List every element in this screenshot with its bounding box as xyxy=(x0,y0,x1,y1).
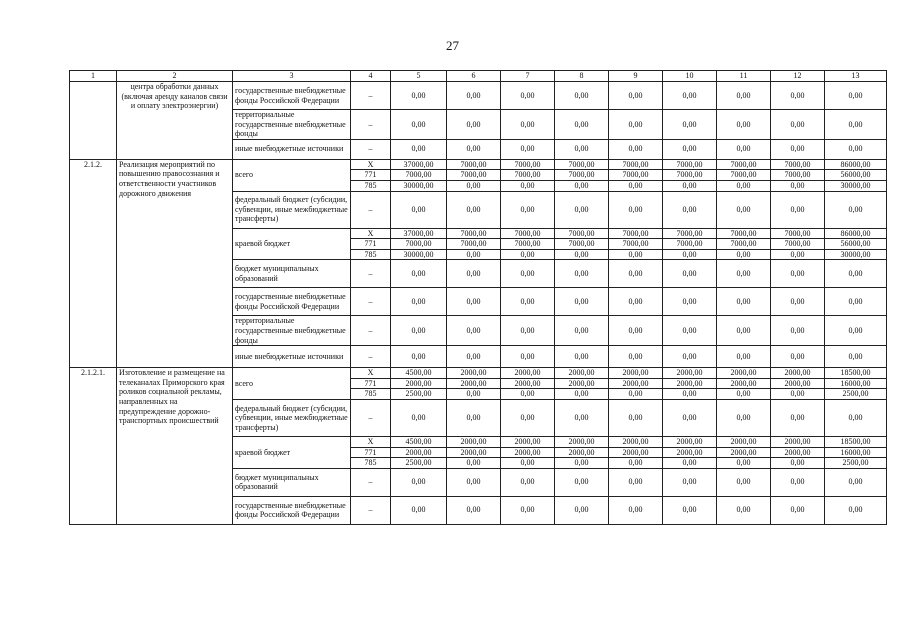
budget-code: 771 xyxy=(351,170,391,181)
column-number: 1 xyxy=(70,71,117,82)
budget-code: – xyxy=(351,288,391,316)
amount-cell: 0,00 xyxy=(771,82,825,110)
amount-cell: 2000,00 xyxy=(717,447,771,458)
amount-cell: 0,00 xyxy=(555,110,609,140)
amount-cell: 2000,00 xyxy=(771,368,825,379)
column-number: 8 xyxy=(555,71,609,82)
amount-cell: 0,00 xyxy=(501,346,555,368)
amount-cell: 0,00 xyxy=(609,139,663,159)
amount-cell: 0,00 xyxy=(825,468,887,496)
row-number: 2.1.2. xyxy=(70,159,117,367)
amount-cell: 0,00 xyxy=(391,346,447,368)
amount-cell: 0,00 xyxy=(717,260,771,288)
amount-cell: 2000,00 xyxy=(501,368,555,379)
amount-cell: 0,00 xyxy=(663,82,717,110)
amount-cell: 2000,00 xyxy=(663,436,717,447)
amount-cell: 0,00 xyxy=(447,346,501,368)
amount-cell: 0,00 xyxy=(663,110,717,140)
amount-cell: 16000,00 xyxy=(825,447,887,458)
amount-cell: 0,00 xyxy=(609,110,663,140)
amount-cell: 0,00 xyxy=(771,346,825,368)
amount-cell: 0,00 xyxy=(609,389,663,400)
amount-cell: 0,00 xyxy=(771,191,825,228)
amount-cell: 2000,00 xyxy=(771,447,825,458)
amount-cell: 0,00 xyxy=(771,468,825,496)
amount-cell: 0,00 xyxy=(771,249,825,260)
amount-cell: 0,00 xyxy=(825,139,887,159)
amount-cell: 2000,00 xyxy=(391,447,447,458)
budget-code: – xyxy=(351,316,391,346)
page-number: 27 xyxy=(446,38,459,53)
amount-cell: 0,00 xyxy=(825,399,887,436)
amount-cell: 0,00 xyxy=(447,82,501,110)
amount-cell: 86000,00 xyxy=(825,228,887,239)
amount-cell: 0,00 xyxy=(771,288,825,316)
funding-source: иные внебюджетные источники xyxy=(233,346,351,368)
amount-cell: 7000,00 xyxy=(717,159,771,170)
column-number: 12 xyxy=(771,71,825,82)
amount-cell: 0,00 xyxy=(609,180,663,191)
funding-source: территориальные государственные внебюджетные фонды xyxy=(233,110,351,140)
amount-cell: 0,00 xyxy=(717,389,771,400)
budget-code: 785 xyxy=(351,458,391,469)
amount-cell: 7000,00 xyxy=(501,228,555,239)
amount-cell: 0,00 xyxy=(825,288,887,316)
amount-cell: 0,00 xyxy=(447,316,501,346)
amount-cell: 2000,00 xyxy=(391,378,447,389)
amount-cell: 0,00 xyxy=(717,496,771,524)
amount-cell: 0,00 xyxy=(501,82,555,110)
funding-source: краевой бюджет xyxy=(233,436,351,468)
amount-cell: 0,00 xyxy=(555,82,609,110)
amount-cell: 7000,00 xyxy=(663,159,717,170)
funding-source: государственные внебюджетные фонды Российской Федерации xyxy=(233,82,351,110)
budget-code: 771 xyxy=(351,378,391,389)
amount-cell: 0,00 xyxy=(555,399,609,436)
amount-cell: 0,00 xyxy=(447,458,501,469)
amount-cell: 2500,00 xyxy=(391,389,447,400)
amount-cell: 2500,00 xyxy=(825,389,887,400)
amount-cell: 2500,00 xyxy=(391,458,447,469)
amount-cell: 0,00 xyxy=(447,260,501,288)
measure-name: Реализация мероприятий по повышению правосознания и ответственности участников дорожного движения xyxy=(117,159,233,367)
amount-cell: 7000,00 xyxy=(501,170,555,181)
funding-source: государственные внебюджетные фонды Российской Федерации xyxy=(233,288,351,316)
column-number: 4 xyxy=(351,71,391,82)
amount-cell: 0,00 xyxy=(717,458,771,469)
amount-cell: 0,00 xyxy=(663,139,717,159)
amount-cell: 0,00 xyxy=(609,288,663,316)
amount-cell: 0,00 xyxy=(447,191,501,228)
amount-cell: 2000,00 xyxy=(447,368,501,379)
amount-cell: 0,00 xyxy=(717,249,771,260)
amount-cell: 2000,00 xyxy=(501,436,555,447)
budget-code: – xyxy=(351,399,391,436)
funding-source: бюджет муниципальных образований xyxy=(233,260,351,288)
budget-code: – xyxy=(351,191,391,228)
amount-cell: 37000,00 xyxy=(391,159,447,170)
amount-cell: 2000,00 xyxy=(555,436,609,447)
column-number: 11 xyxy=(717,71,771,82)
table-row xyxy=(70,82,887,110)
amount-cell: 7000,00 xyxy=(501,239,555,250)
amount-cell: 4500,00 xyxy=(391,436,447,447)
amount-cell: 0,00 xyxy=(609,458,663,469)
amount-cell: 2000,00 xyxy=(501,378,555,389)
amount-cell: 2000,00 xyxy=(717,378,771,389)
amount-cell: 0,00 xyxy=(391,288,447,316)
amount-cell: 0,00 xyxy=(609,82,663,110)
funding-source: федеральный бюджет (субсидии, субвенции, иные межбюджетные трансферты) xyxy=(233,399,351,436)
amount-cell: 0,00 xyxy=(555,139,609,159)
amount-cell: 0,00 xyxy=(501,110,555,140)
amount-cell: 7000,00 xyxy=(447,228,501,239)
amount-cell: 0,00 xyxy=(555,260,609,288)
funding-source: всего xyxy=(233,368,351,400)
amount-cell: 0,00 xyxy=(771,110,825,140)
amount-cell: 0,00 xyxy=(391,260,447,288)
amount-cell: 0,00 xyxy=(609,191,663,228)
budget-code: – xyxy=(351,82,391,110)
budget-code: X xyxy=(351,436,391,447)
amount-cell: 7000,00 xyxy=(555,239,609,250)
amount-cell: 0,00 xyxy=(825,110,887,140)
amount-cell: 0,00 xyxy=(447,180,501,191)
budget-code: 771 xyxy=(351,239,391,250)
amount-cell: 56000,00 xyxy=(825,170,887,181)
amount-cell: 0,00 xyxy=(391,191,447,228)
amount-cell: 0,00 xyxy=(447,110,501,140)
amount-cell: 30000,00 xyxy=(825,249,887,260)
amount-cell: 0,00 xyxy=(501,399,555,436)
amount-cell: 86000,00 xyxy=(825,159,887,170)
amount-cell: 0,00 xyxy=(501,249,555,260)
amount-cell: 0,00 xyxy=(609,496,663,524)
budget-code: 785 xyxy=(351,249,391,260)
amount-cell: 7000,00 xyxy=(555,170,609,181)
funding-source: краевой бюджет xyxy=(233,228,351,260)
amount-cell: 0,00 xyxy=(717,316,771,346)
amount-cell: 0,00 xyxy=(391,468,447,496)
amount-cell: 0,00 xyxy=(717,82,771,110)
amount-cell: 0,00 xyxy=(717,288,771,316)
amount-cell: 0,00 xyxy=(825,346,887,368)
amount-cell: 0,00 xyxy=(717,110,771,140)
amount-cell: 7000,00 xyxy=(717,239,771,250)
amount-cell: 7000,00 xyxy=(609,239,663,250)
amount-cell: 0,00 xyxy=(501,180,555,191)
budget-code: – xyxy=(351,346,391,368)
amount-cell: 0,00 xyxy=(663,458,717,469)
amount-cell: 0,00 xyxy=(555,180,609,191)
amount-cell: 0,00 xyxy=(447,139,501,159)
amount-cell: 0,00 xyxy=(555,496,609,524)
amount-cell: 7000,00 xyxy=(555,228,609,239)
amount-cell: 2000,00 xyxy=(663,447,717,458)
amount-cell: 0,00 xyxy=(825,496,887,524)
funding-source: государственные внебюджетные фонды Российской Федерации xyxy=(233,496,351,524)
amount-cell: 0,00 xyxy=(555,316,609,346)
amount-cell: 0,00 xyxy=(501,139,555,159)
amount-cell: 0,00 xyxy=(663,316,717,346)
budget-code: X xyxy=(351,159,391,170)
budget-code: 785 xyxy=(351,389,391,400)
amount-cell: 0,00 xyxy=(825,82,887,110)
funding-source: федеральный бюджет (субсидии, субвенции, иные межбюджетные трансферты) xyxy=(233,191,351,228)
column-number: 3 xyxy=(233,71,351,82)
amount-cell: 0,00 xyxy=(609,249,663,260)
budget-code: X xyxy=(351,368,391,379)
amount-cell: 0,00 xyxy=(825,260,887,288)
amount-cell: 0,00 xyxy=(501,496,555,524)
amount-cell: 0,00 xyxy=(391,399,447,436)
amount-cell: 0,00 xyxy=(447,468,501,496)
amount-cell: 2000,00 xyxy=(501,447,555,458)
budget-code: – xyxy=(351,496,391,524)
amount-cell: 2000,00 xyxy=(447,447,501,458)
budget-code: 785 xyxy=(351,180,391,191)
row-number: 2.1.2.1. xyxy=(70,368,117,525)
amount-cell: 0,00 xyxy=(663,346,717,368)
amount-cell: 0,00 xyxy=(771,316,825,346)
amount-cell: 0,00 xyxy=(555,468,609,496)
budget-code: – xyxy=(351,468,391,496)
column-number: 10 xyxy=(663,71,717,82)
amount-cell: 2000,00 xyxy=(663,378,717,389)
funding-source: иные внебюджетные источники xyxy=(233,139,351,159)
amount-cell: 56000,00 xyxy=(825,239,887,250)
amount-cell: 7000,00 xyxy=(717,170,771,181)
amount-cell: 7000,00 xyxy=(609,170,663,181)
row-number xyxy=(70,82,117,160)
amount-cell: 0,00 xyxy=(663,496,717,524)
amount-cell: 0,00 xyxy=(609,346,663,368)
amount-cell: 0,00 xyxy=(717,139,771,159)
amount-cell: 0,00 xyxy=(391,496,447,524)
amount-cell: 0,00 xyxy=(391,316,447,346)
amount-cell: 7000,00 xyxy=(447,239,501,250)
amount-cell: 7000,00 xyxy=(771,170,825,181)
amount-cell: 0,00 xyxy=(555,458,609,469)
amount-cell: 18500,00 xyxy=(825,368,887,379)
column-number: 2 xyxy=(117,71,233,82)
amount-cell: 0,00 xyxy=(609,260,663,288)
amount-cell: 0,00 xyxy=(663,399,717,436)
amount-cell: 0,00 xyxy=(391,110,447,140)
column-number: 6 xyxy=(447,71,501,82)
amount-cell: 7000,00 xyxy=(555,159,609,170)
amount-cell: 0,00 xyxy=(771,458,825,469)
amount-cell: 0,00 xyxy=(391,139,447,159)
amount-cell: 2000,00 xyxy=(771,436,825,447)
amount-cell: 7000,00 xyxy=(609,228,663,239)
amount-cell: 0,00 xyxy=(717,468,771,496)
amount-cell: 7000,00 xyxy=(609,159,663,170)
amount-cell: 2000,00 xyxy=(717,368,771,379)
amount-cell: 0,00 xyxy=(717,399,771,436)
amount-cell: 0,00 xyxy=(447,249,501,260)
amount-cell: 2000,00 xyxy=(555,378,609,389)
amount-cell: 0,00 xyxy=(447,399,501,436)
budget-code: X xyxy=(351,228,391,239)
amount-cell: 0,00 xyxy=(771,389,825,400)
amount-cell: 7000,00 xyxy=(391,239,447,250)
amount-cell: 7000,00 xyxy=(447,170,501,181)
funding-source: всего xyxy=(233,159,351,191)
amount-cell: 0,00 xyxy=(717,191,771,228)
amount-cell: 2000,00 xyxy=(609,378,663,389)
amount-cell: 0,00 xyxy=(609,316,663,346)
amount-cell: 7000,00 xyxy=(447,159,501,170)
budget-code: – xyxy=(351,260,391,288)
amount-cell: 0,00 xyxy=(771,260,825,288)
column-number: 7 xyxy=(501,71,555,82)
amount-cell: 30000,00 xyxy=(391,180,447,191)
amount-cell: 0,00 xyxy=(663,260,717,288)
amount-cell: 2000,00 xyxy=(555,368,609,379)
amount-cell: 2000,00 xyxy=(663,368,717,379)
column-number: 5 xyxy=(391,71,447,82)
amount-cell: 37000,00 xyxy=(391,228,447,239)
amount-cell: 0,00 xyxy=(501,389,555,400)
budget-code: – xyxy=(351,139,391,159)
amount-cell: 7000,00 xyxy=(663,170,717,181)
amount-cell: 2000,00 xyxy=(609,436,663,447)
amount-cell: 0,00 xyxy=(501,458,555,469)
amount-cell: 4500,00 xyxy=(391,368,447,379)
amount-cell: 0,00 xyxy=(447,288,501,316)
amount-cell: 0,00 xyxy=(501,191,555,228)
amount-cell: 2000,00 xyxy=(447,436,501,447)
amount-cell: 0,00 xyxy=(771,180,825,191)
amount-cell: 7000,00 xyxy=(663,239,717,250)
amount-cell: 0,00 xyxy=(663,468,717,496)
amount-cell: 0,00 xyxy=(663,288,717,316)
amount-cell: 0,00 xyxy=(501,316,555,346)
amount-cell: 0,00 xyxy=(555,389,609,400)
table-row xyxy=(70,368,887,379)
amount-cell: 7000,00 xyxy=(663,228,717,239)
amount-cell: 7000,00 xyxy=(717,228,771,239)
amount-cell: 2000,00 xyxy=(447,378,501,389)
amount-cell: 18500,00 xyxy=(825,436,887,447)
amount-cell: 0,00 xyxy=(447,389,501,400)
amount-cell: 0,00 xyxy=(501,288,555,316)
amount-cell: 16000,00 xyxy=(825,378,887,389)
amount-cell: 0,00 xyxy=(717,346,771,368)
measure-name: центра обработки данных (включая аренду каналов связи и оплату электроэнергии) xyxy=(117,82,233,160)
funding-source: территориальные государственные внебюджетные фонды xyxy=(233,316,351,346)
amount-cell: 2000,00 xyxy=(609,368,663,379)
amount-cell: 30000,00 xyxy=(825,180,887,191)
amount-cell: 0,00 xyxy=(555,288,609,316)
amount-cell: 7000,00 xyxy=(501,159,555,170)
amount-cell: 2500,00 xyxy=(825,458,887,469)
amount-cell: 0,00 xyxy=(555,249,609,260)
budget-code: 771 xyxy=(351,447,391,458)
column-number: 9 xyxy=(609,71,663,82)
amount-cell: 0,00 xyxy=(663,191,717,228)
budget-table xyxy=(69,70,887,525)
column-number: 13 xyxy=(825,71,887,82)
amount-cell: 0,00 xyxy=(663,249,717,260)
amount-cell: 7000,00 xyxy=(771,159,825,170)
amount-cell: 0,00 xyxy=(501,260,555,288)
amount-cell: 0,00 xyxy=(555,346,609,368)
column-number-row xyxy=(70,71,887,82)
amount-cell: 2000,00 xyxy=(771,378,825,389)
amount-cell: 0,00 xyxy=(609,399,663,436)
table-row xyxy=(70,159,887,170)
amount-cell: 0,00 xyxy=(391,82,447,110)
amount-cell: 7000,00 xyxy=(771,228,825,239)
amount-cell: 0,00 xyxy=(717,180,771,191)
amount-cell: 7000,00 xyxy=(771,239,825,250)
amount-cell: 0,00 xyxy=(771,496,825,524)
amount-cell: 0,00 xyxy=(447,496,501,524)
budget-code: – xyxy=(351,110,391,140)
amount-cell: 2000,00 xyxy=(717,436,771,447)
amount-cell: 7000,00 xyxy=(391,170,447,181)
amount-cell: 0,00 xyxy=(663,180,717,191)
funding-source: бюджет муниципальных образований xyxy=(233,468,351,496)
amount-cell: 0,00 xyxy=(771,139,825,159)
amount-cell: 30000,00 xyxy=(391,249,447,260)
amount-cell: 0,00 xyxy=(501,468,555,496)
amount-cell: 0,00 xyxy=(825,191,887,228)
amount-cell: 0,00 xyxy=(663,389,717,400)
measure-name: Изготовление и размещение на телеканалах Приморского края роликов социальной рекламы, направленных на предупреждение дорожно-транспортных происшествий xyxy=(117,368,233,525)
amount-cell: 0,00 xyxy=(771,399,825,436)
amount-cell: 2000,00 xyxy=(609,447,663,458)
amount-cell: 0,00 xyxy=(825,316,887,346)
amount-cell: 0,00 xyxy=(609,468,663,496)
amount-cell: 2000,00 xyxy=(555,447,609,458)
amount-cell: 0,00 xyxy=(555,191,609,228)
